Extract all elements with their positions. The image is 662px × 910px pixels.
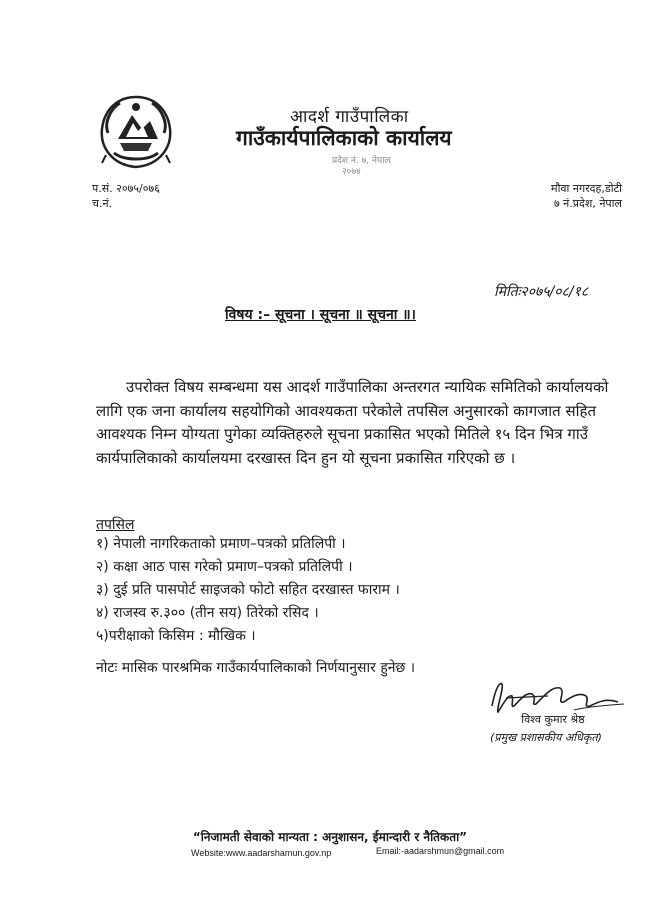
address-block (470, 181, 622, 211)
list-item: १) नेपाली नागरिकताको प्रमाण–पत्रको प्रतिलिपी । (96, 536, 346, 552)
salary-note: नोटः मासिक पारश्रमिक गाउँकार्यपालिकाको निर्णयानुसार हुनेछ । (96, 660, 416, 676)
notice-body-text: उपरोक्त विषय सम्बन्धमा यस आदर्श गाउँपालिका अन्तरगत न्यायिक समितिको कार्यालयको लागि एक जना कार्यालय सहयोगिको आवश्यकता परेकोले तपसिल अनुसारको कागजात सहित आवश्यक निम्न योग्यता पुगेका व्यक्तिहरुले सूचना प्रकासित भएको मितिले १५ दिन भित्र गाउँ कार्यपालिकाको कार्यालयमा दरखास्त दिन हुन यो सूचना प्रकासित गरिएको छ । (96, 378, 609, 467)
signatory-name: विश्व कुमार श्रेष्ठ (521, 713, 585, 726)
address-line-2: ७ नं.प्रदेश, नेपाल (553, 197, 622, 210)
list-item: २) कक्षा आठ पास गरेको प्रमाण–पत्रको प्रतिलिपी । (96, 559, 353, 575)
notice-body (96, 376, 624, 470)
letter-date: मितिः२०७५/०८/१८ (494, 284, 589, 300)
stamp-text: प्रदेश नं. ७, नेपाल (332, 156, 391, 166)
stamp-year: २०७४ (342, 167, 361, 177)
dispatch-number: च.नं. (92, 197, 113, 210)
requirements-list (96, 533, 400, 648)
list-item: ३) दुई प्रति पासपोर्ट साइजको फोटो सहित दरखास्त फाराम । (96, 582, 400, 598)
footer-motto: “निजामती सेवाको मान्यता : अनुशासन, ईमान्दारी र नैतिकता” (192, 830, 468, 844)
list-item: ४) राजस्व रु.३०० (तीन सय) तिरेको रसिद । (96, 605, 319, 621)
reference-number: प.सं. २०७५/०७६ (92, 182, 160, 195)
reference-block (92, 181, 160, 211)
list-item: ५)परीक्षाको किसिम : मौखिक । (96, 628, 256, 644)
list-heading: तपसिल (96, 517, 135, 533)
footer-website: Website:www.aadarshamun.gov.np (191, 848, 332, 858)
office-name: गाउँकार्यपालिकाको कार्यालय (236, 126, 452, 150)
footer-email: Email:-aadarshmun@gmail.com (376, 846, 505, 856)
subject-line: विषय :– सूचना । सूचना ॥ सूचना ॥। (225, 307, 416, 323)
address-line-1: मौवा नगरदह,डोटी (551, 182, 622, 195)
municipality-name: आदर्श गाउँपालिका (290, 107, 409, 127)
nepal-emblem-icon (96, 93, 176, 171)
signatory-title: (प्रमुख प्रशासकीय अधिकृत) (490, 731, 602, 744)
